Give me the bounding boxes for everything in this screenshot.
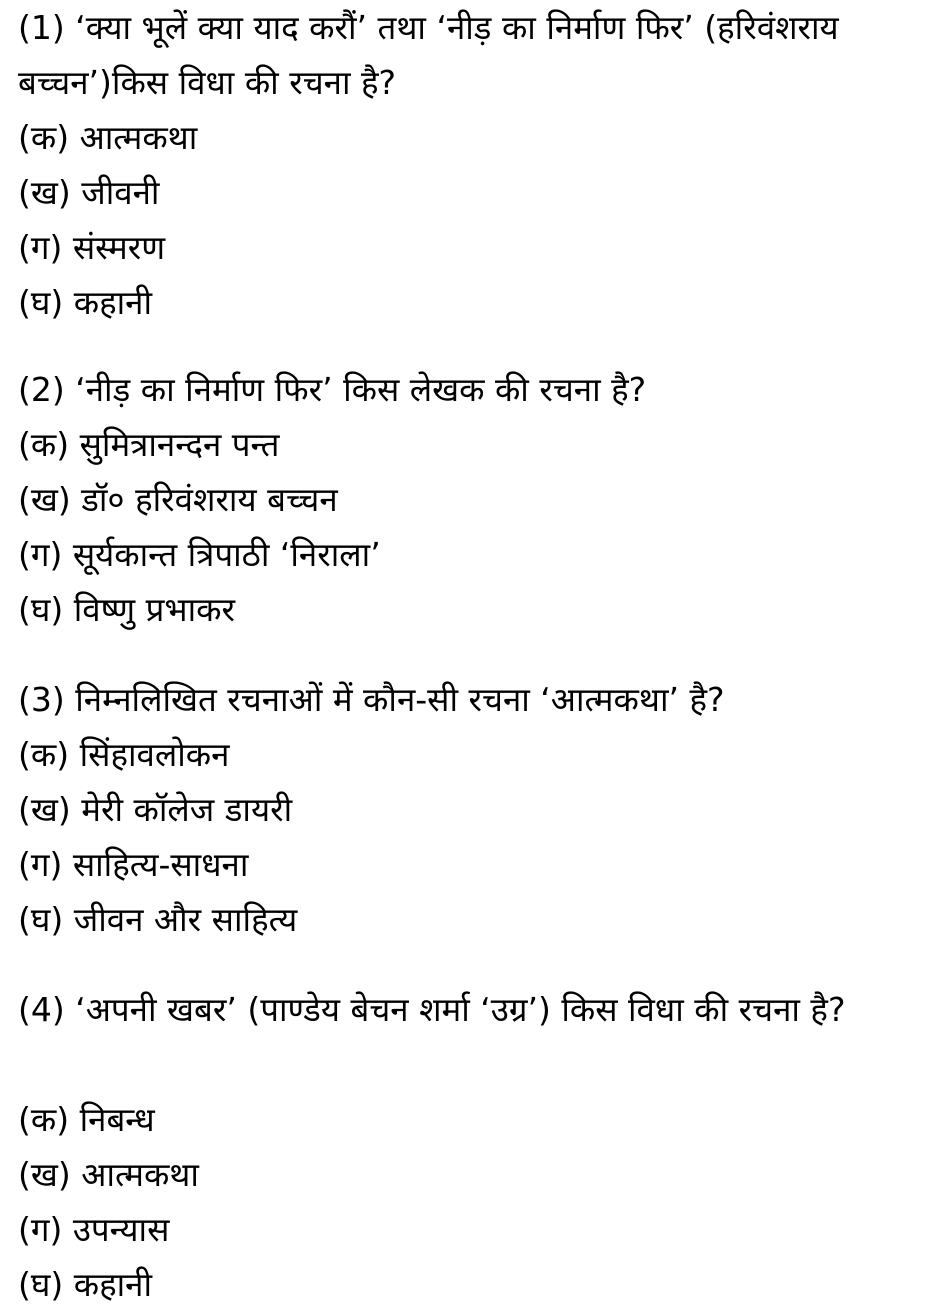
- question-text: (3) निम्नलिखित रचनाओं में कौन-सी रचना ‘आत्मकथा’ है?: [18, 680, 725, 719]
- question-text: (2) ‘नीड़ का निर्माण फिर’ किस लेखक की रचना है?: [18, 370, 647, 409]
- option-gha: (घ) कहानी: [18, 1265, 153, 1304]
- option-kha: (ख) डॉ० हरिवंशराय बच्चन: [18, 480, 338, 519]
- question-text: (4) ‘अपनी खबर’ (पाण्डेय बेचन शर्मा ‘उग्र’) किस विधा की रचना है?: [18, 990, 846, 1029]
- option-ka: (क) आत्मकथा: [18, 118, 198, 157]
- option-kha: (ख) आत्मकथा: [18, 1155, 199, 1194]
- option-ga: (ग) सूर्यकान्त त्रिपाठी ‘निराला’: [18, 535, 381, 574]
- option-gha: (घ) विष्णु प्रभाकर: [18, 590, 235, 629]
- question-1: [18, 0, 938, 330]
- option-gha: (घ) जीवन और साहित्य: [18, 900, 298, 939]
- option-ga: (ग) साहित्य-साधना: [18, 845, 249, 884]
- option-ka: (क) सिंहावलोकन: [18, 735, 230, 774]
- question-4: [18, 982, 938, 1312]
- option-ga: (ग) संस्मरण: [18, 228, 166, 267]
- option-gha: (घ) कहानी: [18, 283, 153, 322]
- option-ka: (क) सुमित्रानन्दन पन्त: [18, 425, 280, 464]
- option-kha: (ख) मेरी कॉलेज डायरी: [18, 790, 293, 829]
- option-ka: (क) निबन्ध: [18, 1100, 155, 1139]
- option-ga: (ग) उपन्यास: [18, 1210, 170, 1249]
- question-3: [18, 672, 938, 947]
- question-text: (1) ‘क्या भूलें क्या याद करौं’ तथा ‘नीड़ का निर्माण फिर’ (हरिवंशराय बच्चन’)किस विधा की रचना है?: [18, 8, 839, 102]
- option-kha: (ख) जीवनी: [18, 173, 160, 212]
- question-2: [18, 362, 938, 637]
